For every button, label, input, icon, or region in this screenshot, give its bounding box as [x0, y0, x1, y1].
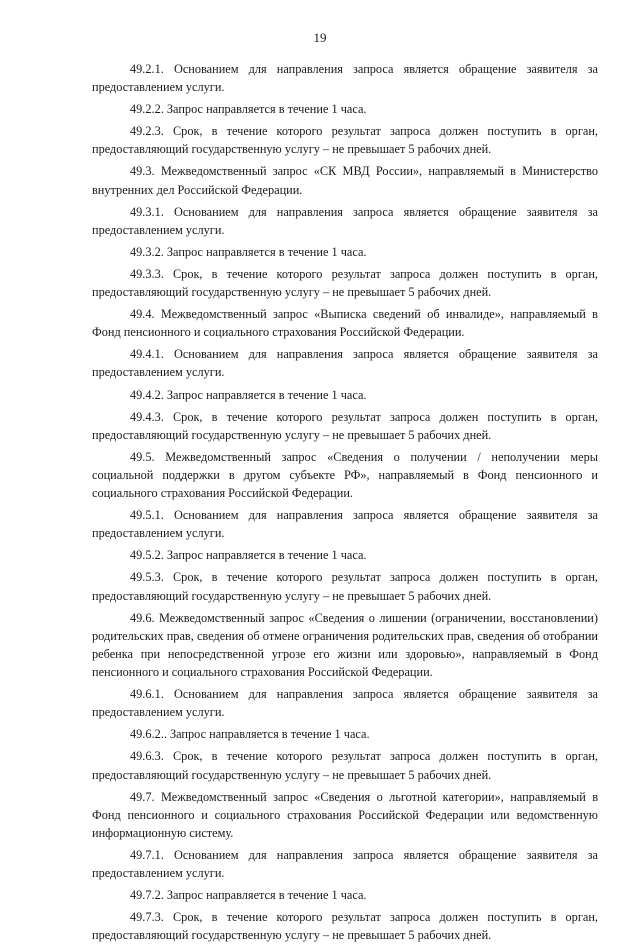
- paragraph-49-7-2: 49.7.2. Запрос направляется в течение 1 часа.: [130, 888, 367, 903]
- paragraph-49-5: 49.5. Межведомственный запрос «Сведения о получении / неполучении меры социальной поддержки в другом субъекте РФ», направляемый в Фонд пенсионного и социального страхования Российской Федерации.: [92, 449, 598, 501]
- paragraph-49-6-1: 49.6.1. Основанием для направления запроса является обращение заявителя за предоставлением услуги.: [92, 687, 598, 720]
- paragraph-49-4: 49.4. Межведомственный запрос «Выписка сведений об инвалиде», направляемый в Фонд пенсионного и социального страхования Российской Федерации.: [92, 307, 598, 340]
- paragraph-49-4-2: 49.4.2. Запрос направляется в течение 1 часа.: [130, 387, 367, 402]
- paragraph-49-6-3: 49.6.3. Срок, в течение которого результат запроса должен поступить в орган, предоставляющий государственную услугу – не превышает 5 рабочих дней.: [92, 749, 598, 782]
- paragraph-49-4-1: 49.4.1. Основанием для направления запроса является обращение заявителя за предоставлением услуги.: [92, 347, 598, 380]
- paragraph-49-5-2: 49.5.2. Запрос направляется в течение 1 часа.: [130, 548, 367, 563]
- document-body: [92, 60, 598, 948]
- paragraph-49-7: 49.7. Межведомственный запрос «Сведения о льготной категории», направляемый в Фонд пенсионного и социального страхования Российской Федерации или ведомственную информационную систему.: [92, 789, 598, 840]
- paragraph-49-2-3: 49.2.3. Срок, в течение которого результат запроса должен поступить в орган, предоставляющий государственную услугу – не превышает 5 рабочих дней.: [92, 124, 598, 157]
- paragraph-49-6-2: 49.6.2.. Запрос направляется в течение 1 часа.: [130, 727, 370, 742]
- paragraph-49-2-2: 49.2.2. Запрос направляется в течение 1 часа.: [130, 102, 367, 117]
- paragraph-49-5-1: 49.5.1. Основанием для направления запроса является обращение заявителя за предоставлением услуги.: [92, 508, 598, 541]
- paragraph-49-6: 49.6. Межведомственный запрос «Сведения о лишении (ограничении, восстановлении) родительских прав, сведения об отмене ограничения родительских прав, сведения об отобрании ребенка при непосредственной угрозе его жизни или здоровью», направляемый в Фонд пенсионного и социального страхования Российской Федерации.: [92, 610, 598, 680]
- paragraph-49-7-1: 49.7.1. Основанием для направления запроса является обращение заявителя за предоставлением услуги.: [92, 847, 598, 881]
- paragraph-49-3-1: 49.3.1. Основанием для направления запроса является обращение заявителя за предоставлением услуги.: [92, 204, 598, 237]
- paragraph-49-3-3: 49.3.3. Срок, в течение которого результат запроса должен поступить в орган, предоставляющий государственную услугу – не превышает 5 рабочих дней.: [92, 266, 598, 300]
- paragraph-49-4-3: 49.4.3. Срок, в течение которого результат запроса должен поступить в орган, предоставляющий государственную услугу – не превышает 5 рабочих дней.: [92, 409, 598, 442]
- paragraph-49-5-3: 49.5.3. Срок, в течение которого результат запроса должен поступить в орган, предоставляющий государственную услугу – не превышает 5 рабочих дней.: [92, 570, 598, 603]
- paragraph-49-7-3: 49.7.3. Срок, в течение которого результат запроса должен поступить в орган, предоставляющий государственную услугу – не превышает 5 рабочих дней.: [92, 910, 598, 943]
- paragraph-49-3-2: 49.3.2. Запрос направляется в течение 1 часа.: [130, 244, 367, 259]
- page-number: 19: [313, 30, 327, 45]
- paragraph-49-3: 49.3. Межведомственный запрос «СК МВД России», направляемый в Министерство внутренних дел Российской Федерации.: [92, 164, 598, 197]
- paragraph-49-2-1: 49.2.1. Основанием для направления запроса является обращение заявителя за предоставлением услуги.: [92, 62, 598, 95]
